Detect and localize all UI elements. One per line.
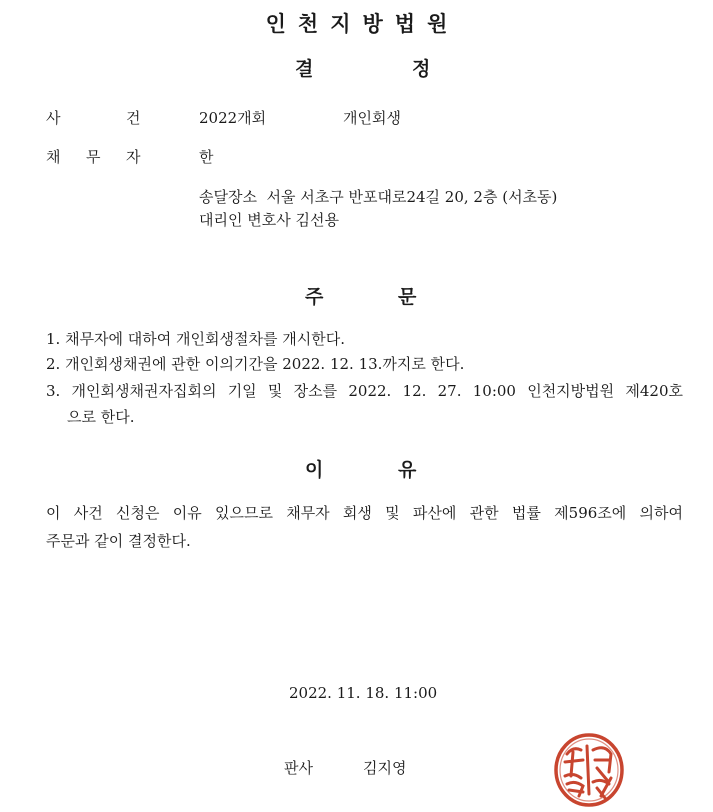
debtor-name: 한 [199, 148, 214, 166]
order-heading-char-1: 주 [305, 286, 324, 308]
reason-heading-char-1: 이 [305, 459, 324, 481]
order-item-1: 1. 채무자에 대하여 개인회생절차를 개시한다. [46, 330, 345, 348]
case-type: 개인회생 [343, 109, 401, 127]
reason-line-2: 주문과 같이 결정한다. [46, 532, 191, 550]
judge-name: 김지영 [363, 759, 407, 777]
debtor-label-char-2: 무 [86, 148, 101, 166]
debtor-label-char-3: 자 [126, 148, 141, 166]
order-item-3-continuation: 으로 한다. [67, 408, 135, 426]
debtor-label-char-1: 채 [46, 148, 61, 166]
doc-type-char-1: 결 [295, 58, 314, 80]
order-item-2: 2. 개인회생채권에 관한 이의기간을 2022. 12. 13.까지로 한다. [46, 355, 465, 373]
judge-title: 판사 [284, 759, 313, 777]
reason-heading-char-2: 유 [398, 459, 417, 481]
doc-type-char-2: 정 [412, 58, 431, 80]
debtor-agent: 대리인 변호사 김선용 [199, 211, 339, 229]
court-name: 인천지방법원 [265, 12, 460, 36]
case-label-char-1: 사 [46, 109, 61, 127]
case-label-char-2: 건 [126, 109, 141, 127]
case-number: 2022개회 [199, 109, 267, 127]
seal-icon [553, 732, 625, 808]
order-heading-char-2: 문 [398, 286, 417, 308]
order-item-3: 3. 개인회생채권자집회의 기일 및 장소를 2022. 12. 27. 10:00 인천지방법원 제420호 [46, 382, 683, 400]
reason-line-1: 이 사건 신청은 이유 있으므로 채무자 회생 및 파산에 관한 법률 제596조에 의하여 [46, 504, 683, 522]
judge-seal [553, 732, 625, 808]
debtor-address: 송달장소 서울 서초구 반포대로24길 20, 2층 (서초동) [199, 188, 558, 206]
decision-date: 2022. 11. 18. 11:00 [289, 684, 438, 702]
